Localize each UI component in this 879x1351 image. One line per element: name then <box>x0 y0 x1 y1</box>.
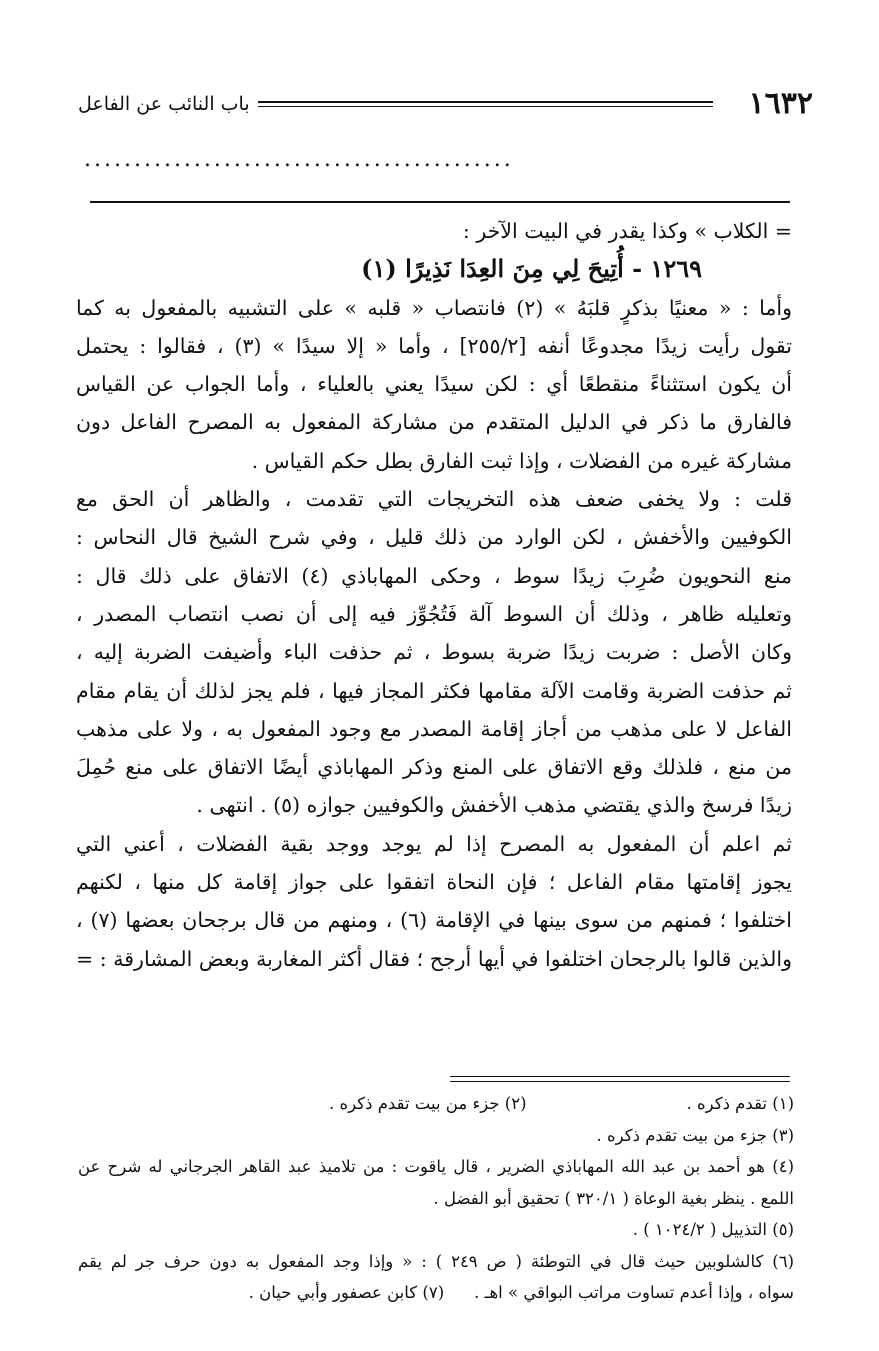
text-line: من منع ، فلذلك وقع الاتفاق على المنع وذكر المهاباذي أيضًا الاتفاق على منع حُمِلَ <box>76 755 792 780</box>
footnote-1: (١) تقدم ذكره . <box>686 1094 794 1113</box>
text-line: أن يكون استثناءً منقطعًا أي : لكن سيدًا يعني بالعلياء ، وأما الجواب عن القياس <box>76 372 792 397</box>
text-line: الفاعل لا على مذهب من أجاز إقامة المصدر مع وجود المفعول به ، ولا على مذهب <box>76 716 792 741</box>
footnote-2: (٢) جزء من بيت تقدم ذكره . <box>329 1094 527 1113</box>
text-line: الكوفيين والأخفش ، لكن الوارد من ذلك قليل ، وفي شرح الشيخ قال النحاس : <box>76 525 792 550</box>
dotted-separator: ........................................... <box>84 147 514 172</box>
text-line: وكان الأصل : ضربت زيدًا ضربة بسوط ، ثم حذفت الباء وأضيفت الضربة إليه ، <box>76 640 792 665</box>
text-line: = الكلاب » وكذا يقدر في البيت الآخر : <box>462 219 792 243</box>
footnote-rule <box>450 1081 790 1082</box>
text-line: منع النحويون ضُرِبَ زيدًا سوط ، وحكى المهاباذي (٤) الاتفاق على ذلك قال : <box>76 563 792 588</box>
text-line: زيدًا فرسخ والذي يقتضي مذهب الأخفش والكوفيين جوازه (٥) . انتهى . <box>196 793 792 818</box>
footnote-5: (٥) التذييل ( ١٠٢٤/٢ ) . <box>632 1220 794 1239</box>
footnote-4: (٤) هو أحمد بن عبد الله المهاباذي الضرير ، قال ياقوت : من تلاميذ عبد القاهر الجرجاني له شرح عن <box>78 1157 794 1176</box>
footnote-6-cont: سواه ، وإذا أعدم تساوت مراتب البواقي » اهـ . <box>474 1283 794 1302</box>
footnote-6: (٦) كالشلوبين حيث قال في التوطئة ( ص ٢٤٩ ) : « وإذا وجد المفعول به دون حرف جر لم يقم <box>78 1251 794 1271</box>
text-line: وتعليله ظاهر ، وذلك أن السوط آلة فَتُجُوِّز فيه إلى أن نصب انتصاب المصدر ، <box>76 601 792 626</box>
running-title: باب النائب عن الفاعل <box>78 93 250 115</box>
main-text <box>76 212 792 978</box>
footnote-4-cont: اللمع . ينظر بغية الوعاة ( ٣٢٠/١ ) تحقيق أبو الفضل . <box>433 1188 794 1208</box>
page-header <box>78 84 813 124</box>
text-line: وأما : « معنيًا بذكرٍ قلبَهُ » (٢) فانتصاب « قلبه » على التشبيه بالمفعول به كما <box>76 295 792 320</box>
header-rule <box>258 101 713 107</box>
page-number: ١٦٣٢ <box>748 86 813 121</box>
text-line: ثم اعلم أن المفعول به المصرح إذا لم يوجد ووجد بقية الفضلات ، أعني التي <box>76 831 792 856</box>
footnote-row <box>78 1088 794 1120</box>
verse-line: ١٢٦٩ - أُتِيحَ لِي مِنَ العِدَا نَذِيرًا (١) <box>361 254 702 284</box>
footnote-3: (٣) جزء من بيت تقدم ذكره . <box>596 1125 794 1145</box>
footnote-row <box>78 1277 794 1309</box>
text-line: مشاركة غيره من الفضلات ، وإذا ثبت الفارق بطل حكم القياس . <box>251 448 792 473</box>
footnote-7: (٧) كابن عصفور وأبي حيان . <box>248 1283 445 1302</box>
footnote-rule <box>450 1076 790 1077</box>
footnotes <box>78 1088 794 1309</box>
text-line: فالفارق ما ذكر في الدليل المتقدم من مشاركة المفعول به المصرح الفاعل دون <box>76 410 792 435</box>
continuation-rule <box>90 201 790 203</box>
text-line: تقول رأيت زيدًا مجدوعًا أنفه [٢٥٥/٢] ، وأما « إلا سيدًا » (٣) ، فقالوا : يحتمل <box>76 333 792 358</box>
text-line: اختلفوا ؛ فمنهم من سوى بينها في الإقامة (٦) ، ومنهم من قال برجحان بعضها (٧) ، <box>76 908 792 933</box>
text-line: ثم حذفت الضربة وقامت الآلة مقامها فكثر المجاز فيها ، فلم يجز لذلك أن يقام مقام <box>76 678 792 703</box>
text-line: والذين قالوا بالرجحان اختلفوا في أيها أرجح ؛ فقال أكثر المغاربة وبعض المشارقة : = <box>76 946 792 971</box>
text-line: يجوز إقامتها مقام الفاعل ؛ فإن النحاة اتفقوا على جواز إقامة كل منها ، لكنهم <box>76 870 792 895</box>
text-line: قلت : ولا يخفى ضعف هذه التخريجات التي تقدمت ، والظاهر أن الحق مع <box>76 487 792 512</box>
